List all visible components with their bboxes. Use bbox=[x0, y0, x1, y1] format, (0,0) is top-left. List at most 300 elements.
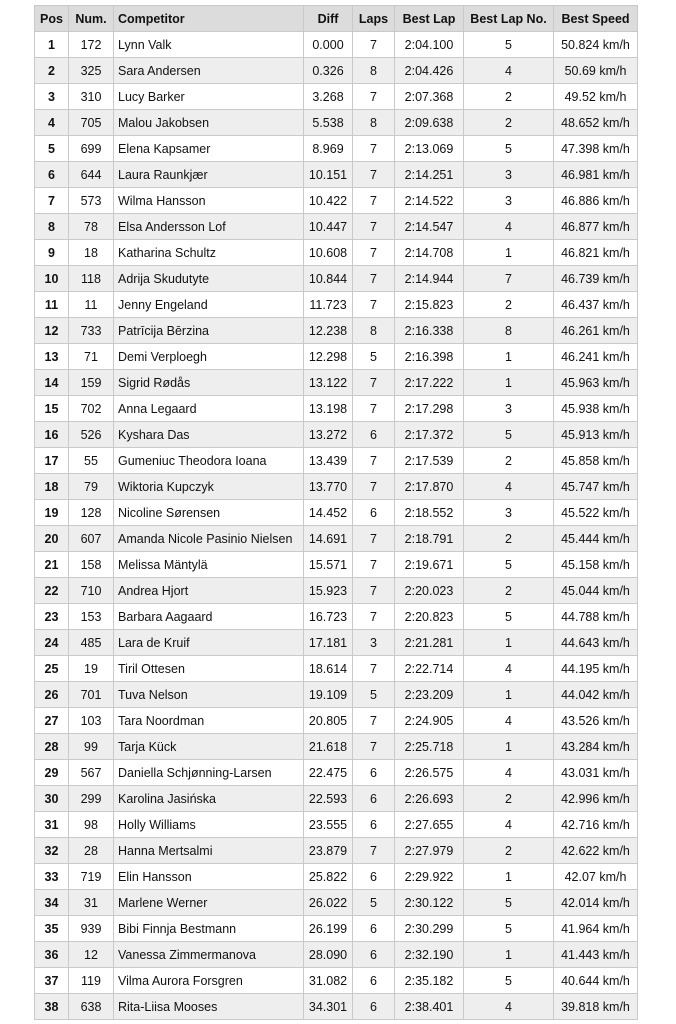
table-row bbox=[35, 526, 638, 552]
cell-competitor: Patrīcija Bērzina bbox=[114, 318, 304, 344]
cell-laps: 7 bbox=[353, 214, 395, 240]
cell-competitor: Elin Hansson bbox=[114, 864, 304, 890]
cell-diff: 12.238 bbox=[304, 318, 353, 344]
cell-num: 159 bbox=[69, 370, 114, 396]
cell-diff: 13.122 bbox=[304, 370, 353, 396]
cell-diff: 31.082 bbox=[304, 968, 353, 994]
cell-diff: 13.770 bbox=[304, 474, 353, 500]
cell-pos: 3 bbox=[35, 84, 69, 110]
cell-best-lap-no: 1 bbox=[464, 344, 554, 370]
cell-pos: 17 bbox=[35, 448, 69, 474]
cell-best-lap: 2:20.023 bbox=[395, 578, 464, 604]
cell-best-speed: 46.241 km/h bbox=[554, 344, 638, 370]
cell-best-lap-no: 2 bbox=[464, 838, 554, 864]
cell-pos: 1 bbox=[35, 32, 69, 58]
cell-pos: 5 bbox=[35, 136, 69, 162]
cell-num: 98 bbox=[69, 812, 114, 838]
cell-diff: 5.538 bbox=[304, 110, 353, 136]
cell-competitor: Amanda Nicole Pasinio Nielsen bbox=[114, 526, 304, 552]
cell-best-lap: 2:32.190 bbox=[395, 942, 464, 968]
table-row bbox=[35, 396, 638, 422]
header-best-lap-no: Best Lap No. bbox=[464, 6, 554, 32]
cell-num: 158 bbox=[69, 552, 114, 578]
cell-best-lap-no: 5 bbox=[464, 604, 554, 630]
cell-diff: 10.422 bbox=[304, 188, 353, 214]
cell-best-lap-no: 1 bbox=[464, 682, 554, 708]
cell-best-lap: 2:14.944 bbox=[395, 266, 464, 292]
cell-best-lap: 2:07.368 bbox=[395, 84, 464, 110]
cell-best-lap: 2:17.298 bbox=[395, 396, 464, 422]
table-row bbox=[35, 292, 638, 318]
cell-diff: 13.272 bbox=[304, 422, 353, 448]
cell-laps: 3 bbox=[353, 630, 395, 656]
cell-competitor: Elsa Andersson Lof bbox=[114, 214, 304, 240]
cell-competitor: Katharina Schultz bbox=[114, 240, 304, 266]
cell-pos: 35 bbox=[35, 916, 69, 942]
cell-best-lap: 2:16.338 bbox=[395, 318, 464, 344]
cell-best-speed: 46.261 km/h bbox=[554, 318, 638, 344]
cell-num: 19 bbox=[69, 656, 114, 682]
cell-best-speed: 46.877 km/h bbox=[554, 214, 638, 240]
cell-num: 55 bbox=[69, 448, 114, 474]
cell-best-lap-no: 2 bbox=[464, 578, 554, 604]
cell-diff: 21.618 bbox=[304, 734, 353, 760]
cell-best-lap: 2:26.693 bbox=[395, 786, 464, 812]
cell-laps: 8 bbox=[353, 318, 395, 344]
cell-competitor: Tiril Ottesen bbox=[114, 656, 304, 682]
cell-best-lap-no: 3 bbox=[464, 396, 554, 422]
cell-laps: 7 bbox=[353, 32, 395, 58]
table-row bbox=[35, 162, 638, 188]
table-row bbox=[35, 188, 638, 214]
cell-pos: 7 bbox=[35, 188, 69, 214]
cell-best-speed: 39.818 km/h bbox=[554, 994, 638, 1020]
table-body bbox=[35, 32, 638, 1020]
cell-best-lap: 2:04.100 bbox=[395, 32, 464, 58]
cell-pos: 33 bbox=[35, 864, 69, 890]
cell-best-lap: 2:14.708 bbox=[395, 240, 464, 266]
table-row bbox=[35, 370, 638, 396]
cell-diff: 13.439 bbox=[304, 448, 353, 474]
table-row bbox=[35, 630, 638, 656]
cell-best-lap: 2:17.372 bbox=[395, 422, 464, 448]
cell-laps: 7 bbox=[353, 396, 395, 422]
cell-pos: 34 bbox=[35, 890, 69, 916]
cell-best-lap: 2:21.281 bbox=[395, 630, 464, 656]
table-row bbox=[35, 786, 638, 812]
cell-best-lap-no: 4 bbox=[464, 812, 554, 838]
cell-best-speed: 45.747 km/h bbox=[554, 474, 638, 500]
cell-pos: 15 bbox=[35, 396, 69, 422]
cell-num: 719 bbox=[69, 864, 114, 890]
table-row bbox=[35, 578, 638, 604]
cell-best-lap-no: 5 bbox=[464, 916, 554, 942]
cell-competitor: Bibi Finnja Bestmann bbox=[114, 916, 304, 942]
cell-best-lap-no: 5 bbox=[464, 968, 554, 994]
cell-pos: 6 bbox=[35, 162, 69, 188]
cell-best-lap-no: 5 bbox=[464, 32, 554, 58]
cell-pos: 4 bbox=[35, 110, 69, 136]
table-row bbox=[35, 214, 638, 240]
cell-best-lap: 2:15.823 bbox=[395, 292, 464, 318]
cell-best-lap-no: 2 bbox=[464, 526, 554, 552]
cell-laps: 7 bbox=[353, 370, 395, 396]
cell-num: 526 bbox=[69, 422, 114, 448]
cell-best-lap-no: 3 bbox=[464, 188, 554, 214]
cell-competitor: Lara de Kruif bbox=[114, 630, 304, 656]
cell-diff: 3.268 bbox=[304, 84, 353, 110]
header-num: Num. bbox=[69, 6, 114, 32]
cell-competitor: Nicoline Sørensen bbox=[114, 500, 304, 526]
cell-pos: 25 bbox=[35, 656, 69, 682]
cell-best-lap: 2:23.209 bbox=[395, 682, 464, 708]
cell-competitor: Sigrid Rødås bbox=[114, 370, 304, 396]
cell-pos: 12 bbox=[35, 318, 69, 344]
cell-best-lap-no: 2 bbox=[464, 448, 554, 474]
cell-num: 103 bbox=[69, 708, 114, 734]
cell-pos: 29 bbox=[35, 760, 69, 786]
cell-best-lap: 2:30.122 bbox=[395, 890, 464, 916]
cell-best-speed: 45.444 km/h bbox=[554, 526, 638, 552]
cell-best-speed: 43.284 km/h bbox=[554, 734, 638, 760]
cell-best-speed: 41.964 km/h bbox=[554, 916, 638, 942]
cell-diff: 25.822 bbox=[304, 864, 353, 890]
cell-pos: 32 bbox=[35, 838, 69, 864]
cell-laps: 7 bbox=[353, 266, 395, 292]
cell-laps: 7 bbox=[353, 656, 395, 682]
cell-num: 118 bbox=[69, 266, 114, 292]
cell-competitor: Adrija Skudutyte bbox=[114, 266, 304, 292]
cell-laps: 6 bbox=[353, 968, 395, 994]
cell-num: 28 bbox=[69, 838, 114, 864]
cell-num: 79 bbox=[69, 474, 114, 500]
table-header bbox=[35, 6, 638, 32]
cell-best-speed: 46.886 km/h bbox=[554, 188, 638, 214]
cell-diff: 8.969 bbox=[304, 136, 353, 162]
cell-laps: 5 bbox=[353, 344, 395, 370]
cell-pos: 26 bbox=[35, 682, 69, 708]
cell-best-lap-no: 4 bbox=[464, 656, 554, 682]
cell-best-lap-no: 1 bbox=[464, 630, 554, 656]
cell-diff: 19.109 bbox=[304, 682, 353, 708]
cell-best-speed: 40.644 km/h bbox=[554, 968, 638, 994]
cell-pos: 24 bbox=[35, 630, 69, 656]
cell-best-speed: 46.821 km/h bbox=[554, 240, 638, 266]
cell-best-lap: 2:19.671 bbox=[395, 552, 464, 578]
cell-competitor: Marlene Werner bbox=[114, 890, 304, 916]
cell-laps: 6 bbox=[353, 864, 395, 890]
cell-best-lap: 2:14.522 bbox=[395, 188, 464, 214]
cell-laps: 8 bbox=[353, 58, 395, 84]
header-best-lap: Best Lap bbox=[395, 6, 464, 32]
cell-best-lap-no: 4 bbox=[464, 474, 554, 500]
cell-competitor: Sara Andersen bbox=[114, 58, 304, 84]
cell-competitor: Lynn Valk bbox=[114, 32, 304, 58]
cell-competitor: Wiktoria Kupczyk bbox=[114, 474, 304, 500]
cell-best-lap-no: 5 bbox=[464, 422, 554, 448]
cell-competitor: Andrea Hjort bbox=[114, 578, 304, 604]
cell-pos: 9 bbox=[35, 240, 69, 266]
cell-best-lap: 2:13.069 bbox=[395, 136, 464, 162]
cell-best-lap: 2:29.922 bbox=[395, 864, 464, 890]
table-row bbox=[35, 760, 638, 786]
cell-best-lap-no: 4 bbox=[464, 994, 554, 1020]
cell-diff: 28.090 bbox=[304, 942, 353, 968]
cell-competitor: Barbara Aagaard bbox=[114, 604, 304, 630]
cell-competitor: Melissa Mäntylä bbox=[114, 552, 304, 578]
cell-diff: 23.555 bbox=[304, 812, 353, 838]
cell-best-speed: 45.522 km/h bbox=[554, 500, 638, 526]
cell-competitor: Kyshara Das bbox=[114, 422, 304, 448]
cell-laps: 7 bbox=[353, 474, 395, 500]
cell-num: 11 bbox=[69, 292, 114, 318]
cell-competitor: Vanessa Zimmermanova bbox=[114, 942, 304, 968]
cell-diff: 22.593 bbox=[304, 786, 353, 812]
cell-num: 705 bbox=[69, 110, 114, 136]
cell-diff: 14.452 bbox=[304, 500, 353, 526]
cell-pos: 8 bbox=[35, 214, 69, 240]
cell-pos: 36 bbox=[35, 942, 69, 968]
cell-laps: 6 bbox=[353, 422, 395, 448]
cell-pos: 31 bbox=[35, 812, 69, 838]
cell-laps: 7 bbox=[353, 136, 395, 162]
cell-best-lap-no: 8 bbox=[464, 318, 554, 344]
results-table bbox=[34, 5, 638, 1020]
cell-best-speed: 42.07 km/h bbox=[554, 864, 638, 890]
cell-best-lap: 2:27.655 bbox=[395, 812, 464, 838]
cell-best-lap: 2:35.182 bbox=[395, 968, 464, 994]
cell-num: 31 bbox=[69, 890, 114, 916]
table-row bbox=[35, 682, 638, 708]
cell-num: 573 bbox=[69, 188, 114, 214]
cell-pos: 13 bbox=[35, 344, 69, 370]
cell-laps: 5 bbox=[353, 890, 395, 916]
table-row bbox=[35, 32, 638, 58]
cell-best-lap: 2:04.426 bbox=[395, 58, 464, 84]
cell-pos: 11 bbox=[35, 292, 69, 318]
cell-competitor: Tuva Nelson bbox=[114, 682, 304, 708]
cell-best-lap: 2:09.638 bbox=[395, 110, 464, 136]
cell-diff: 18.614 bbox=[304, 656, 353, 682]
cell-num: 733 bbox=[69, 318, 114, 344]
cell-diff: 16.723 bbox=[304, 604, 353, 630]
cell-competitor: Rita-Liisa Mooses bbox=[114, 994, 304, 1020]
cell-pos: 23 bbox=[35, 604, 69, 630]
cell-best-lap-no: 4 bbox=[464, 708, 554, 734]
cell-diff: 0.000 bbox=[304, 32, 353, 58]
cell-best-lap: 2:17.222 bbox=[395, 370, 464, 396]
cell-num: 701 bbox=[69, 682, 114, 708]
cell-num: 939 bbox=[69, 916, 114, 942]
cell-laps: 7 bbox=[353, 838, 395, 864]
cell-best-speed: 50.69 km/h bbox=[554, 58, 638, 84]
cell-best-lap-no: 2 bbox=[464, 110, 554, 136]
cell-best-lap-no: 1 bbox=[464, 240, 554, 266]
cell-best-lap: 2:26.575 bbox=[395, 760, 464, 786]
table-row bbox=[35, 942, 638, 968]
cell-best-lap: 2:14.547 bbox=[395, 214, 464, 240]
cell-best-speed: 46.981 km/h bbox=[554, 162, 638, 188]
cell-best-lap-no: 7 bbox=[464, 266, 554, 292]
cell-competitor: Laura Raunkjær bbox=[114, 162, 304, 188]
table-row bbox=[35, 968, 638, 994]
cell-num: 310 bbox=[69, 84, 114, 110]
cell-pos: 18 bbox=[35, 474, 69, 500]
table-row bbox=[35, 734, 638, 760]
table-row bbox=[35, 500, 638, 526]
cell-num: 638 bbox=[69, 994, 114, 1020]
cell-competitor: Wilma Hansson bbox=[114, 188, 304, 214]
cell-best-speed: 42.716 km/h bbox=[554, 812, 638, 838]
cell-diff: 0.326 bbox=[304, 58, 353, 84]
cell-pos: 22 bbox=[35, 578, 69, 604]
header-laps: Laps bbox=[353, 6, 395, 32]
cell-best-lap: 2:14.251 bbox=[395, 162, 464, 188]
cell-laps: 7 bbox=[353, 292, 395, 318]
cell-best-speed: 47.398 km/h bbox=[554, 136, 638, 162]
cell-best-lap-no: 1 bbox=[464, 734, 554, 760]
cell-best-speed: 44.195 km/h bbox=[554, 656, 638, 682]
cell-diff: 10.608 bbox=[304, 240, 353, 266]
table-row bbox=[35, 422, 638, 448]
cell-num: 702 bbox=[69, 396, 114, 422]
cell-best-speed: 45.044 km/h bbox=[554, 578, 638, 604]
cell-best-lap-no: 2 bbox=[464, 292, 554, 318]
cell-best-speed: 44.788 km/h bbox=[554, 604, 638, 630]
table-row bbox=[35, 552, 638, 578]
table-row bbox=[35, 916, 638, 942]
cell-laps: 7 bbox=[353, 552, 395, 578]
cell-laps: 6 bbox=[353, 942, 395, 968]
cell-best-lap: 2:20.823 bbox=[395, 604, 464, 630]
cell-diff: 22.475 bbox=[304, 760, 353, 786]
cell-best-lap-no: 4 bbox=[464, 760, 554, 786]
cell-laps: 6 bbox=[353, 786, 395, 812]
cell-best-lap-no: 1 bbox=[464, 942, 554, 968]
cell-num: 325 bbox=[69, 58, 114, 84]
cell-best-speed: 45.963 km/h bbox=[554, 370, 638, 396]
table-row bbox=[35, 474, 638, 500]
table-row bbox=[35, 864, 638, 890]
cell-laps: 8 bbox=[353, 110, 395, 136]
cell-diff: 15.571 bbox=[304, 552, 353, 578]
cell-diff: 17.181 bbox=[304, 630, 353, 656]
cell-laps: 7 bbox=[353, 448, 395, 474]
cell-num: 12 bbox=[69, 942, 114, 968]
cell-num: 699 bbox=[69, 136, 114, 162]
cell-pos: 16 bbox=[35, 422, 69, 448]
cell-pos: 20 bbox=[35, 526, 69, 552]
cell-laps: 6 bbox=[353, 812, 395, 838]
cell-diff: 26.022 bbox=[304, 890, 353, 916]
cell-best-lap-no: 3 bbox=[464, 500, 554, 526]
cell-laps: 7 bbox=[353, 162, 395, 188]
header-pos: Pos bbox=[35, 6, 69, 32]
cell-best-speed: 46.739 km/h bbox=[554, 266, 638, 292]
cell-best-lap: 2:17.870 bbox=[395, 474, 464, 500]
cell-num: 485 bbox=[69, 630, 114, 656]
cell-best-speed: 45.858 km/h bbox=[554, 448, 638, 474]
cell-best-speed: 42.014 km/h bbox=[554, 890, 638, 916]
cell-num: 567 bbox=[69, 760, 114, 786]
cell-diff: 10.844 bbox=[304, 266, 353, 292]
cell-num: 710 bbox=[69, 578, 114, 604]
cell-best-speed: 43.526 km/h bbox=[554, 708, 638, 734]
cell-best-lap: 2:18.791 bbox=[395, 526, 464, 552]
table-row bbox=[35, 994, 638, 1020]
cell-pos: 21 bbox=[35, 552, 69, 578]
cell-competitor: Tarja Kück bbox=[114, 734, 304, 760]
table-row bbox=[35, 240, 638, 266]
cell-best-lap: 2:24.905 bbox=[395, 708, 464, 734]
cell-best-lap: 2:16.398 bbox=[395, 344, 464, 370]
table-row bbox=[35, 604, 638, 630]
cell-best-speed: 41.443 km/h bbox=[554, 942, 638, 968]
cell-laps: 6 bbox=[353, 500, 395, 526]
cell-diff: 13.198 bbox=[304, 396, 353, 422]
table-row bbox=[35, 266, 638, 292]
cell-best-speed: 43.031 km/h bbox=[554, 760, 638, 786]
table-row bbox=[35, 656, 638, 682]
cell-competitor: Gumeniuc Theodora Ioana bbox=[114, 448, 304, 474]
cell-best-lap: 2:22.714 bbox=[395, 656, 464, 682]
cell-competitor: Daniella Schjønning-Larsen bbox=[114, 760, 304, 786]
cell-pos: 27 bbox=[35, 708, 69, 734]
cell-num: 644 bbox=[69, 162, 114, 188]
cell-diff: 12.298 bbox=[304, 344, 353, 370]
cell-best-speed: 45.158 km/h bbox=[554, 552, 638, 578]
header-row bbox=[35, 6, 638, 32]
cell-best-speed: 49.52 km/h bbox=[554, 84, 638, 110]
cell-best-lap-no: 1 bbox=[464, 370, 554, 396]
table-row bbox=[35, 136, 638, 162]
cell-num: 172 bbox=[69, 32, 114, 58]
cell-competitor: Tara Noordman bbox=[114, 708, 304, 734]
cell-best-lap: 2:30.299 bbox=[395, 916, 464, 942]
table-row bbox=[35, 58, 638, 84]
cell-best-speed: 44.042 km/h bbox=[554, 682, 638, 708]
cell-diff: 23.879 bbox=[304, 838, 353, 864]
cell-best-speed: 42.622 km/h bbox=[554, 838, 638, 864]
cell-num: 99 bbox=[69, 734, 114, 760]
cell-best-lap-no: 5 bbox=[464, 136, 554, 162]
cell-competitor: Lucy Barker bbox=[114, 84, 304, 110]
cell-diff: 15.923 bbox=[304, 578, 353, 604]
table-row bbox=[35, 708, 638, 734]
cell-best-speed: 48.652 km/h bbox=[554, 110, 638, 136]
cell-diff: 10.447 bbox=[304, 214, 353, 240]
cell-diff: 14.691 bbox=[304, 526, 353, 552]
cell-pos: 30 bbox=[35, 786, 69, 812]
table-row bbox=[35, 84, 638, 110]
cell-diff: 26.199 bbox=[304, 916, 353, 942]
cell-laps: 7 bbox=[353, 578, 395, 604]
cell-pos: 2 bbox=[35, 58, 69, 84]
cell-best-lap-no: 2 bbox=[464, 786, 554, 812]
cell-pos: 28 bbox=[35, 734, 69, 760]
cell-best-lap: 2:25.718 bbox=[395, 734, 464, 760]
cell-diff: 20.805 bbox=[304, 708, 353, 734]
cell-laps: 7 bbox=[353, 84, 395, 110]
cell-laps: 6 bbox=[353, 760, 395, 786]
cell-best-speed: 45.938 km/h bbox=[554, 396, 638, 422]
table-row bbox=[35, 448, 638, 474]
cell-num: 18 bbox=[69, 240, 114, 266]
cell-num: 299 bbox=[69, 786, 114, 812]
cell-pos: 37 bbox=[35, 968, 69, 994]
cell-laps: 7 bbox=[353, 188, 395, 214]
cell-best-speed: 45.913 km/h bbox=[554, 422, 638, 448]
